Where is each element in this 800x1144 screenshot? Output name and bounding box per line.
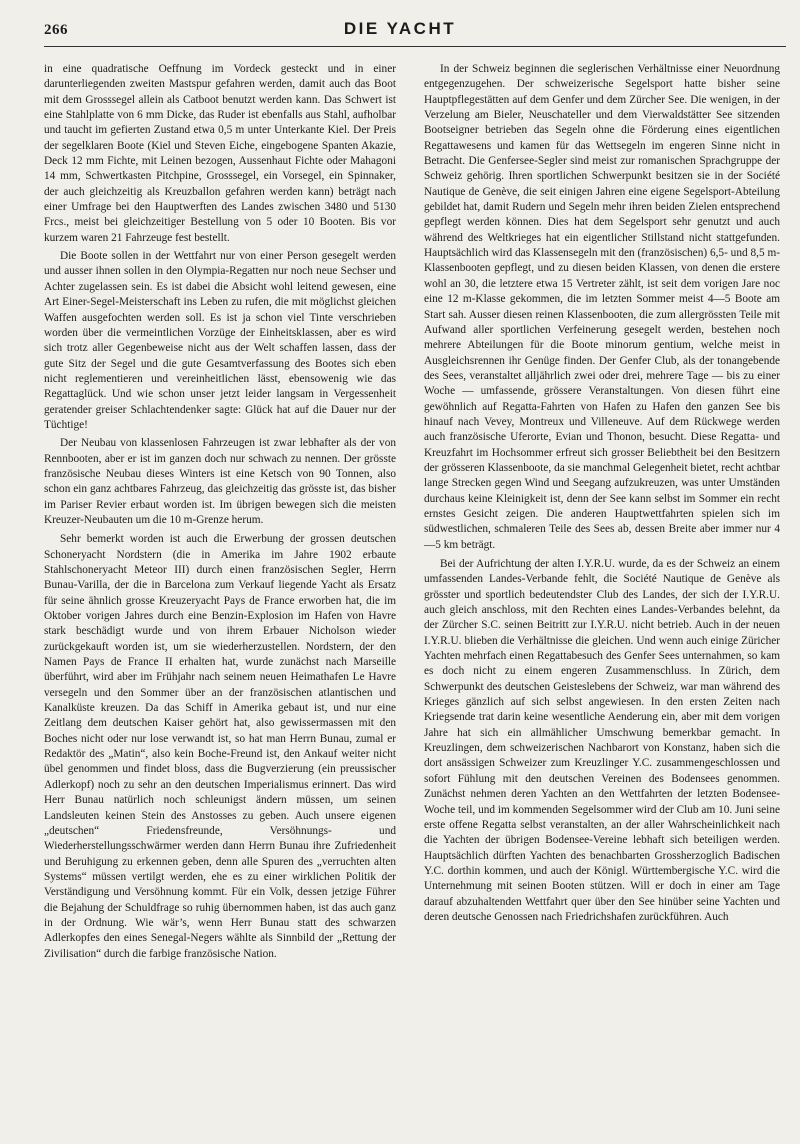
running-title: DIE YACHT — [343, 19, 457, 38]
paragraph: in eine quadratische Oeffnung im Vordeck gesteckt und in einer darunterliegenden zweiten Mastspur gefahren werden, damit auch das Boot mit dem Grosssegel allein als Catboot benutzt werden kann. Das Schwert ist eine Stahlplatte von 6 mm Dicke, das Ruder ist ebenfalls aus Stahl, aufholbar und taucht im gefierten Zustand etwa 0,5 m unter Unterkante Kiel. Der Preis der segelklaren Boote (Kiel und Steven Eiche, eingebogene Spanten Akazie, Deck 12 mm Fichte, mit Leinen bezogen, Aussenhaut Fichte oder Mahagoni 14 mm, Schwertkasten Pitchpine, Grosssegel, ein Vorsegel, ein Spinnaker, der auch gleichzeitig als Kreuzballon gefahren werden kann) beträgt nach einer Umfrage bei den Hauptwerften des Landes zwischen 3480 und 5130 Frcs., meist bei gleichzeitiger Bestellung von 5 oder 10 Booten. Bis vor kurzem waren 21 Fahrzeuge fest bestellt. — [44, 63, 396, 244]
paragraph: Der Neubau von klassenlosen Fahrzeugen ist zwar lebhafter als der von Rennbooten, aber er ist im ganzen doch nur schwach zu nennen. Der grösste französische Neubau dieses Winters ist eine Ketsch von 90 Tonnen, also schon ein ganz achtbares Fahrzeug, das gleichzeitig das grösste ist, das bisher im Pariser Revier erbaut worden ist. Im übrigen bewegen sich die meisten Kreuzer-Neubauten um die 10 m-Grenze herum. — [44, 437, 396, 526]
paragraph: In der Schweiz beginnen die seglerischen Verhältnisse einer Neuordnung entgegenzugehen. Der schweizerische Segelsport hatte bisher seine Hauptpflegestätten auf dem Genfer und dem Zürcher See. Die wenigen, in der Verzelung am Bieler, Neuschateller und dem Vierwaldstätter See sitzenden Bootseigner betrieben das Segeln ohne die Förderung eines eigentlichen Regattawesens und kamen für das Wettsegeln im engeren Sinne nicht in Betracht. Die Genfersee-Segler sind meist zur romanischen Sprachgruppe der Schweiz gehörig. Ihren sportlichen Schwerpunkt besitzen sie in der Société Nautique de Genève, die seit einigen Jahren eine eigene Segelsport-Abteilung gebildet hat, damit Rudern und Segeln mehr ihren beiden Zielen entsprechend gepflegt werden können. Dies hat dem Segelsport sehr genutzt und auch während des Weltkrieges hat ein eigentlicher Stillstand nicht stattgefunden. Hauptsächlich wird das Klassensegeln mit den (französischen) 6,5- und 8,5 m-Klassenbooten gepflegt, und zu diesen beiden Klassen, von denen die erstere wohl an 30, die letztere etwa 15 Vertreter zählt, ist seit dem vorigen Jare noc eine 12 m-Klasse gekommen, die im letzten Sommer meist 4—5 Boote am Start sah. Ausser diesen reinen Klassenbooten, die zum allergrössten Teile mit Aufwand aller sportlichen Verfeinerung gesegelt werden, bestehen noch mehrere Abteilungen für die Boote minorum gentium, welche meist in Ausgleichsrennen ihr Genüge finden. Der Genfer Club, als der tonangebende des Sees, veranstaltet alljährlich zwei oder drei, mehrere Tage — bis zu einer Woche — umfassende, grössere Veranstaltungen. Von diesen führt eine gewöhnlich auf Regatta-Fahrten von Hafen zu Hafen den ganzen See bis hinauf nach Vevey, Montreux und Villeneuve. Auf dem Rückwege werden auch französische Uferorte, Evian und Thonon, besucht. Diese Regatta- und Kreuzfahrt im Hochsommer erfreut sich grosser Beliebtheit bei den Besitzern der grösseren Klassenboote, da sie manchmal Gelegenheit bietet, recht achtbar lange Strecken gegen Wind und Seegang aufzukreuzen, was unter Umständen durchaus keine Kleinigkeit ist, denn der See kann selbst im Sommer ein recht ernstes Gesicht zeigen. Die anderen Hauptwettfahrten spielen sich im südwestlichen, schmaleren Teile des Sees ab, dessen Breite aber immer nur 4—5 km beträgt. — [424, 63, 780, 551]
left-column — [44, 62, 396, 965]
paragraph: Die Boote sollen in der Wettfahrt nur von einer Person gesegelt werden und ausser ihnen sollen in den Olympia-Regatten nur noch neue Sechser und Achter zugelassen sein. Es ist dabei die Absicht wohl leitend gewesen, eine Art Einer-Segel-Meisterschaft ins Leben zu rufen, die mit möglichst gleichen Waffen ausgefochten werden soll. Es ist ja schon viel Tinte verschrieben worden über die vermeintlichen Vorzüge der Einheitsklassen, aber es wird sich trotz aller Gegenbeweise nicht aus der Welt schaffen lassen, dass der gute Sitz der Segel und die gute Gesamtverfassung des Bootes sich eben nicht reglementieren und vereinheitlichen lässt, ebensowenig wie das Regattaglück. Und wie schon unser jetzt leider langsam in Vergessenheit geratender greiser Schlachtendenker sagte: Glück hat auf die Dauer nur der Tüchtige! — [44, 250, 396, 431]
paragraph: Sehr bemerkt worden ist auch die Erwerbung der grossen deutschen Schoneryacht Nordstern (die in Amerika im Jahre 1902 erbaute Stahlschoneryacht Meteor III) durch einen französischen Segler, Herrn Bunau-Varilla, der die in Barcelona zum Verkauf liegende Yacht als Ersatz für seine ähnlich grosse Kreuzeryacht Pays de France erworben hat, die im Oktober vorigen Jahres durch eine Benzin-Explosion im Hafen von Havre stark beschädigt wurde und von ihrem Erbauer Nicholson wieder zurückgekauft worden ist, um sie wiederherzustellen. Nordstern, der den Namen Pays de France II erhalten hat, wurde zunächst nach Marseille überführt, wird aber im Frühjahr nach seinem neuen Heimathafen Le Havre versegeln und den Sommer über an der französischen atlantischen und Kanalküste kreuzen. Da das Schiff in Amerika gebaut ist, und nur eine Zeitlang dem deutschen Kaiser gehört hat, also gewissermassen mit den Boches nicht oder nur lose verwandt ist, so hat man Herrn Bunau, zumal er Redaktör des „Matin“, also kein Boche-Freund ist, den Ankauf weiter nicht übel genommen und findet bloss, dass die Bugverzierung (ein preussischer Adlerkopf) noch zu sehr an den deutschen Imperialismus erinnert. Das wird Herr Bunau natürlich noch schleunigst ändern müssen, um seinen Landsleuten keinen Stein des Anstosses zu geben. Auch unsere eigenen „deutschen“ Friedensfreunde, Versöhnungs- und Wiederherstellungsschwärmer werden dann Herrn Bunau ihre Zufriedenheit und Beruhigung zu erkennen geben, denn alle Spuren des „verruchten alten Systems“ müssen vertilgt werden, ehe es zu einer wirklichen Politik der Verständigung und Versöhnung kommt. Für ein Volk, dessen jetzige Führer die Bejahung der Schuldfrage so ruhig übernommen haben, ist das auch ganz in der Ordnung. Wie wär’s, wenn Herr Bunau statt des schwarzen Adlerkopfes den eines Senegal-Negers wählte als Sinnbild der „Rettung der Zivilisation“ durch die farbige französische Nation. — [44, 533, 396, 960]
page-number: 266 — [44, 22, 68, 38]
right-column — [424, 62, 780, 928]
header-rule — [44, 46, 786, 47]
paragraph: Bei der Aufrichtung der alten I.Y.R.U. wurde, da es der Schweiz an einem umfassenden Landes-Verbande fehlt, die Société Nautique de Genève als grösster und sportlich bedeutendster Club des Landes, der sich der I.Y.R.U. auch gleich anschloss, mit den Rechten eines Landes-Verbandes belehnt, da der Zürcher S.C. seinen Beitritt zur I.Y.R.U. nicht betrieb. Auch in der neuen I.Y.R.U. blieben die Verhältnisse die gleichen. Und wenn auch einige Züricher Yachten mehrfach einen Regattabesuch des Genfer Sees unternahmen, so kam es doch nicht zu einem engeren Zusammenschluss. In Zürich, dem Schwerpunkt des deutschen Geisteslebens der Schweiz, war man während des Krieges gänzlich auf sich selbst angewiesen. In den ersten Zeiten nach Kriegsende trat darin keine wesentliche Aenderung ein, aber mit dem vorigen Jahre hat sich ein allmählicher Umschwung bemerkbar gemacht. In Kreuzlingen, dem schweizerischen Nachbarort von Konstanz, haben sich die dort ansässigen Schweizer zum Kreuzlinger Y.C. zusammengeschlossen und sofort Fühlung mit den deutschen Vereinen des Bodensees genommen. Zunächst nehmen deren Yachten an den Wettfahrten der letzten Bodensee-Woche teil, und im kommenden Segelsommer wird der Club am 10. Juni seine erste offene Regatta selbst veranstalten, an der aller Wahrscheinlichkeit nach die Yachten der übrigen Bodensee-Vereine lebhaft sich beteiligen werden. Hauptsächlich dürften Yachten des benachbarten Grossherzoglich Badischen Y.C. dorthin kommen, und auch der Königl. Württembergische Y.C. wird die Unternehmung mit seinen Booten stützen. Will er doch in einer am Tage darauf abzuhaltenden Wettfahrt quer über den See hinüber seine Yachten und deren deutsche Genossen nach Friedrichshafen zurückführen. Auch — [424, 558, 780, 923]
